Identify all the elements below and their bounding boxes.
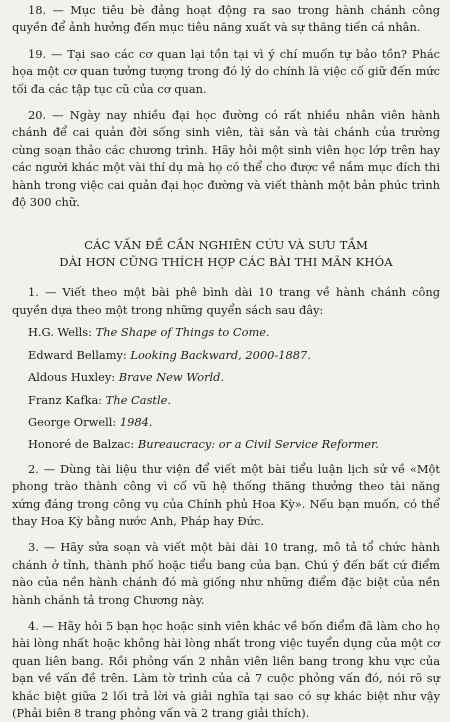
book-title: Looking Backward, 2000-1887. [130,347,311,362]
paragraph-text: Ngày nay nhiều đại học đường có rất nhiều nhân viên hành chánh để cai quản đời sống sinh viên, tài sản và tài chánh của trường cùng soạn thảo các chương trình. Hãy hỏi một sinh viên học lớp trên hay các người khác một vài thí dụ mà họ có thể cho được về nắm mục đích thi hành trong việc cai quản đại học đường và viết thành một bản phúc trình độ 300 chữ. [12,108,440,210]
item-4 [12,618,440,722]
paragraph-18 [12,2,440,37]
paragraph-text: Hãy sửa soạn và viết một bài dài 10 trang, mô tả tổ chức hành chánh ở tỉnh, thành phố hoặc tiểu bang của bạn. Chú ý đến bất cứ điểm nào của nền hành chánh đó mà giống như những điểm đặc biệt của nền hành chánh tả trong Chương này. [12,540,440,607]
book-author: H.G. Wells: [28,325,96,340]
item-number: 1. — [28,285,57,300]
section-heading [12,237,440,271]
item-3 [12,539,440,609]
paragraph-19 [12,46,440,98]
item-number: 4. — [28,618,54,633]
book-title: The Castle. [105,392,171,407]
paragraph-20 [12,107,440,211]
book-author: George Orwell: [28,414,120,429]
book-item [12,392,440,409]
paragraph-text: Dùng tài liệu thư viện để viết một bài tiểu luận lịch sử về «Một phong trào thành công vì cố vũ hệ thống thăng thưởng theo tài năng xứng đáng trong công vụ của Chính phủ Hoa Kỳ». Nếu bạn muốn, có thể thay Hoa Kỳ bằng nước Anh, Pháp hay Đức. [12,461,440,528]
paragraph-text: Hãy hỏi 5 bạn học hoặc sinh viên khác về bốn điểm đã làm cho họ hài lòng nhất hoặc không hài lòng nhất trong việc tuyển dụng của một cơ quan liên bang. Rồi phỏng vấn 2 nhân viên liên bang trong khu vực của bạn về vấn đề trên. Làm tờ trình của cả 7 cuộc phỏng vấn đó, nói rõ sự khác biệt giữa 2 lối trả lời và giải nghĩa tại sao có sự khác biệt như vậy (Phải biên 8 trang phỏng vấn và 2 trang giải thích). [12,618,440,720]
book-item [12,414,440,431]
book-item [12,347,440,364]
book-list [12,324,440,453]
item-number: 2. — [28,461,56,476]
paragraph-text: Mục tiêu bè đảng hoạt động ra sao trong hành chánh công quyền để ảnh hưởng đến mục tiêu năng xuất và sự thăng tiến cá nhân. [12,3,440,35]
item-number: 18. — [28,3,64,17]
item-1 [12,284,440,319]
book-item [12,369,440,386]
book-title: Brave New World. [118,370,225,385]
book-item [12,324,440,341]
paragraph-text: Viết theo một bài phê bình dài 10 trang về hành chánh công quyền dựa theo một trong những quyển sách sau đây: [12,285,440,317]
book-title: Bureaucracy: or a Civil Service Reformer. [137,437,379,452]
section-heading-line-1: CÁC VẤN ĐỀ CẦN NGHIÊN CỨU VÀ SƯU TẦM [84,238,368,253]
item-2 [12,461,440,531]
book-author: Edward Bellamy: [28,347,131,362]
item-number: 19. — [28,46,63,61]
book-item [12,436,440,453]
paragraph-text: Tại sao các cơ quan lại tồn tại vì ý chí muốn tự bảo tồn? Phác họa một cơ quan tưởng tượng trong đó lý do chính là việc cố giữ đến mức tối đa các tập tục cũ của cơ quan. [12,46,440,96]
item-number: 20. — [28,108,64,123]
book-author: Honoré de Balzac: [28,437,138,452]
book-title: The Shape of Things to Come. [95,325,270,340]
section-heading-line-2: DÀI HƠN CŨNG THÍCH HỢP CÁC BÀI THI MÃN KHÓA [59,255,393,270]
book-title: 1984. [119,414,153,429]
item-number: 3. — [28,540,56,555]
book-author: Franz Kafka: [28,392,106,407]
book-author: Aldous Huxley: [28,370,119,385]
